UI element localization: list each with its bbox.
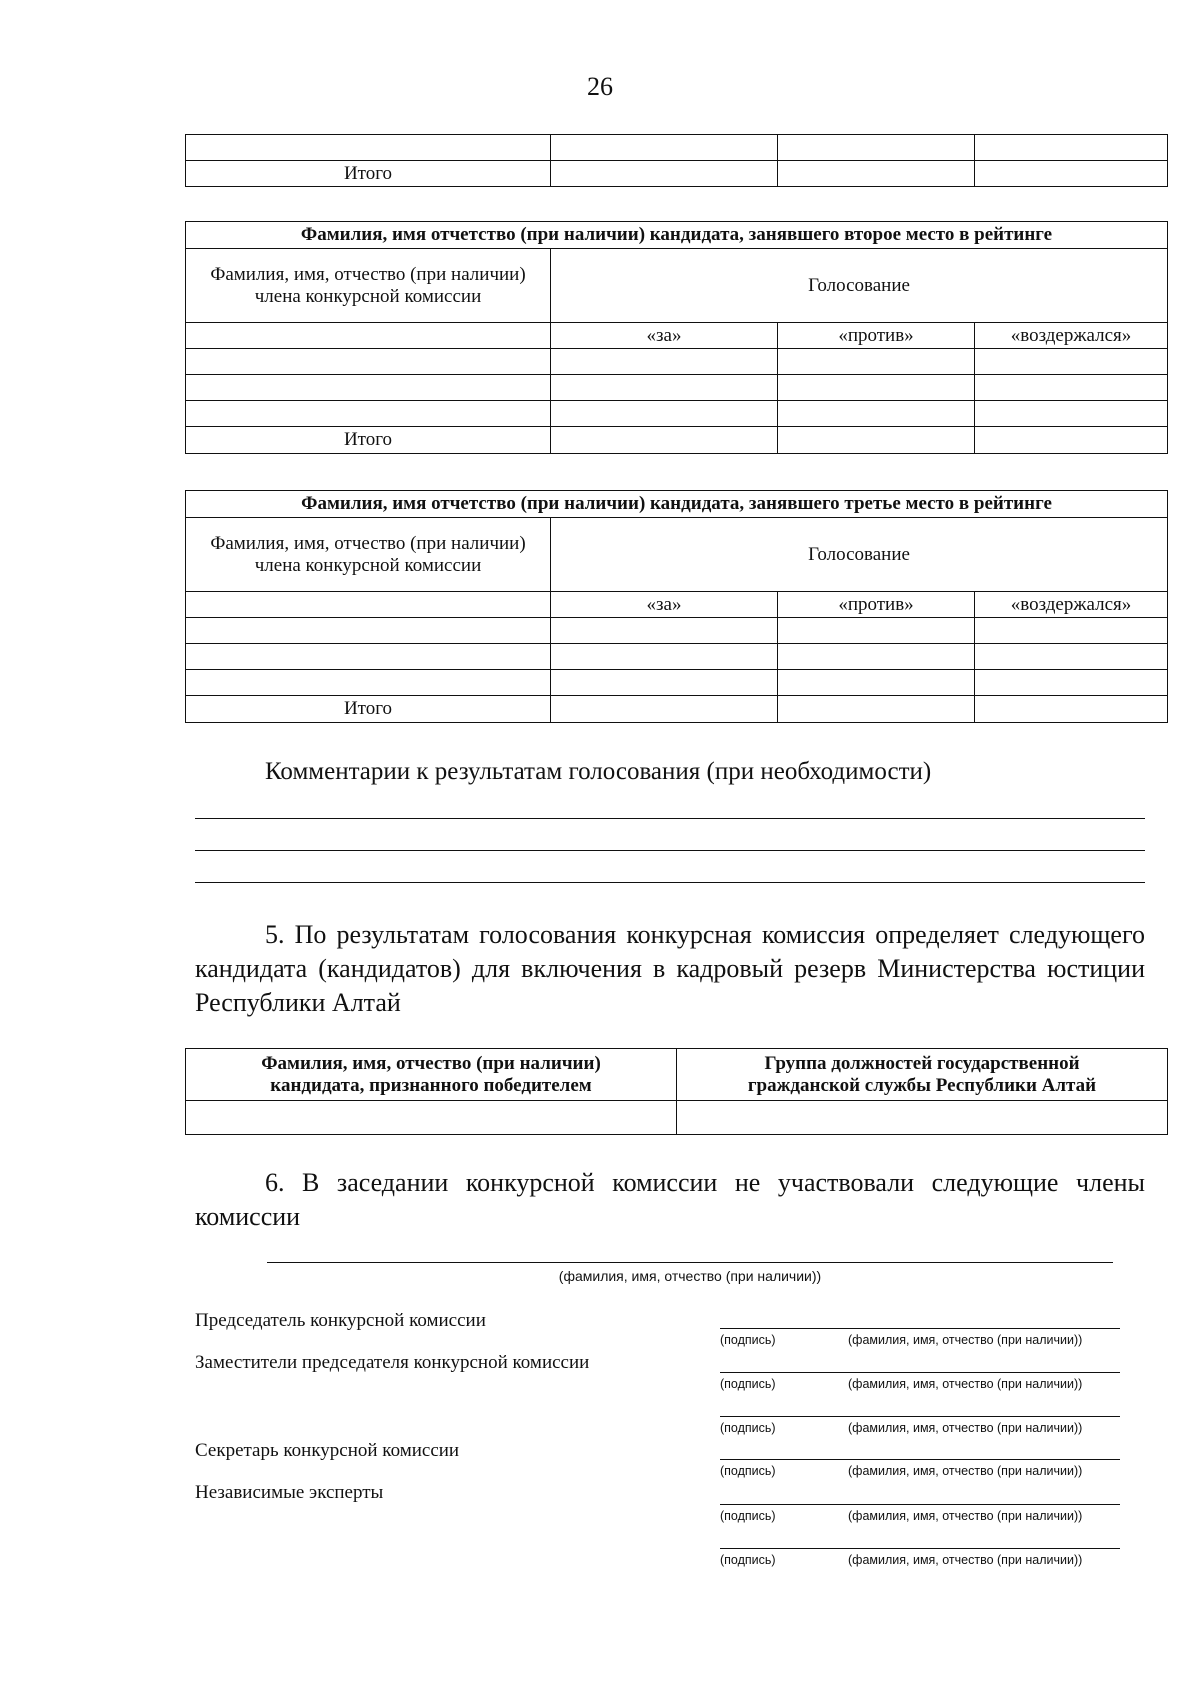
voting-header: Голосование — [551, 518, 1168, 592]
table-row — [186, 670, 1168, 696]
role-chair: Председатель конкурсной комиссии — [195, 1310, 486, 1331]
table-row-total — [186, 427, 1168, 454]
name-label: (фамилия, имя, отчество (при наличии)) — [848, 1553, 1083, 1567]
signature-line[interactable] — [720, 1416, 1120, 1439]
signature-label: (подпись) — [720, 1553, 776, 1567]
total-label: Итого — [186, 696, 551, 723]
table-row-total — [186, 696, 1168, 723]
vote-abstained-header: «воздержался» — [975, 323, 1168, 349]
signature-label: (подпись) — [720, 1333, 776, 1347]
total-label: Итого — [186, 427, 551, 454]
section-5-paragraph — [195, 918, 1145, 1020]
table-first-place-tail — [185, 134, 1168, 187]
signature-line[interactable] — [720, 1504, 1120, 1527]
table-second-place — [185, 221, 1168, 454]
winner-name-header: Фамилия, имя, отчество (при наличии) кандидата, признанного победителем — [186, 1049, 677, 1101]
role-secretary: Секретарь конкурсной комиссии — [195, 1440, 460, 1461]
section-6-paragraph — [195, 1166, 1145, 1234]
role-deputies: Заместители председателя конкурсной комиссии — [195, 1352, 590, 1373]
section-6-text: В заседании конкурсной комиссии не участвовали следующие члены комиссии — [195, 1168, 1145, 1231]
comments-title: Комментарии к результатам голосования (при необходимости) — [265, 758, 932, 785]
member-header: Фамилия, имя, отчество (при наличии) члена конкурсной комиссии — [186, 249, 551, 323]
table-row — [186, 349, 1168, 375]
table-row — [186, 1101, 1168, 1135]
table-winners — [185, 1048, 1168, 1135]
vote-abstained-header: «воздержался» — [975, 592, 1168, 618]
vote-against-header: «против» — [778, 592, 975, 618]
comment-line[interactable] — [195, 882, 1145, 883]
section-6-number: 6. — [265, 1168, 285, 1197]
comment-line[interactable] — [195, 850, 1145, 851]
signature-label: (подпись) — [720, 1377, 776, 1391]
signature-line[interactable] — [720, 1459, 1120, 1482]
name-label: (фамилия, имя, отчество (при наличии)) — [848, 1509, 1083, 1523]
position-group-header: Группа должностей государственной гражданской службы Республики Алтай — [677, 1049, 1168, 1101]
table-title: Фамилия, имя отчетство (при наличии) кандидата, занявшего второе место в рейтинге — [186, 222, 1168, 249]
table-row — [186, 618, 1168, 644]
section-5-number: 5. — [265, 920, 285, 949]
signature-line[interactable] — [720, 1372, 1120, 1395]
total-label: Итого — [186, 161, 551, 187]
signature-line[interactable] — [720, 1328, 1120, 1351]
table-row — [186, 644, 1168, 670]
name-label: (фамилия, имя, отчество (при наличии)) — [848, 1333, 1083, 1347]
name-label: (фамилия, имя, отчество (при наличии)) — [848, 1464, 1083, 1478]
member-header: Фамилия, имя, отчество (при наличии) члена конкурсной комиссии — [186, 518, 551, 592]
name-label: (фамилия, имя, отчество (при наличии)) — [848, 1421, 1083, 1435]
table-third-place — [185, 490, 1168, 723]
page-number: 26 — [587, 72, 613, 101]
absent-members-line[interactable] — [267, 1262, 1113, 1263]
table-row — [186, 135, 1168, 161]
table-row — [186, 375, 1168, 401]
signature-line[interactable] — [720, 1548, 1120, 1571]
section-5-text: По результатам голосования конкурсная комиссия определяет следующего кандидата (кандидатов) для включения в кадровый резерв Министерства юстиции Республики Алтай — [195, 920, 1145, 1017]
vote-for-header: «за» — [551, 592, 778, 618]
role-experts: Независимые эксперты — [195, 1482, 384, 1503]
vote-against-header: «против» — [778, 323, 975, 349]
signature-label: (подпись) — [720, 1509, 776, 1523]
signature-label: (подпись) — [720, 1421, 776, 1435]
comment-line[interactable] — [195, 818, 1145, 819]
absent-members-caption: (фамилия, имя, отчество (при наличии)) — [558, 1268, 822, 1284]
table-row-total — [186, 161, 1168, 187]
table-title: Фамилия, имя отчетство (при наличии) кандидата, занявшего третье место в рейтинге — [186, 491, 1168, 518]
table-row — [186, 401, 1168, 427]
voting-header: Голосование — [551, 249, 1168, 323]
vote-for-header: «за» — [551, 323, 778, 349]
name-label: (фамилия, имя, отчество (при наличии)) — [848, 1377, 1083, 1391]
signature-label: (подпись) — [720, 1464, 776, 1478]
